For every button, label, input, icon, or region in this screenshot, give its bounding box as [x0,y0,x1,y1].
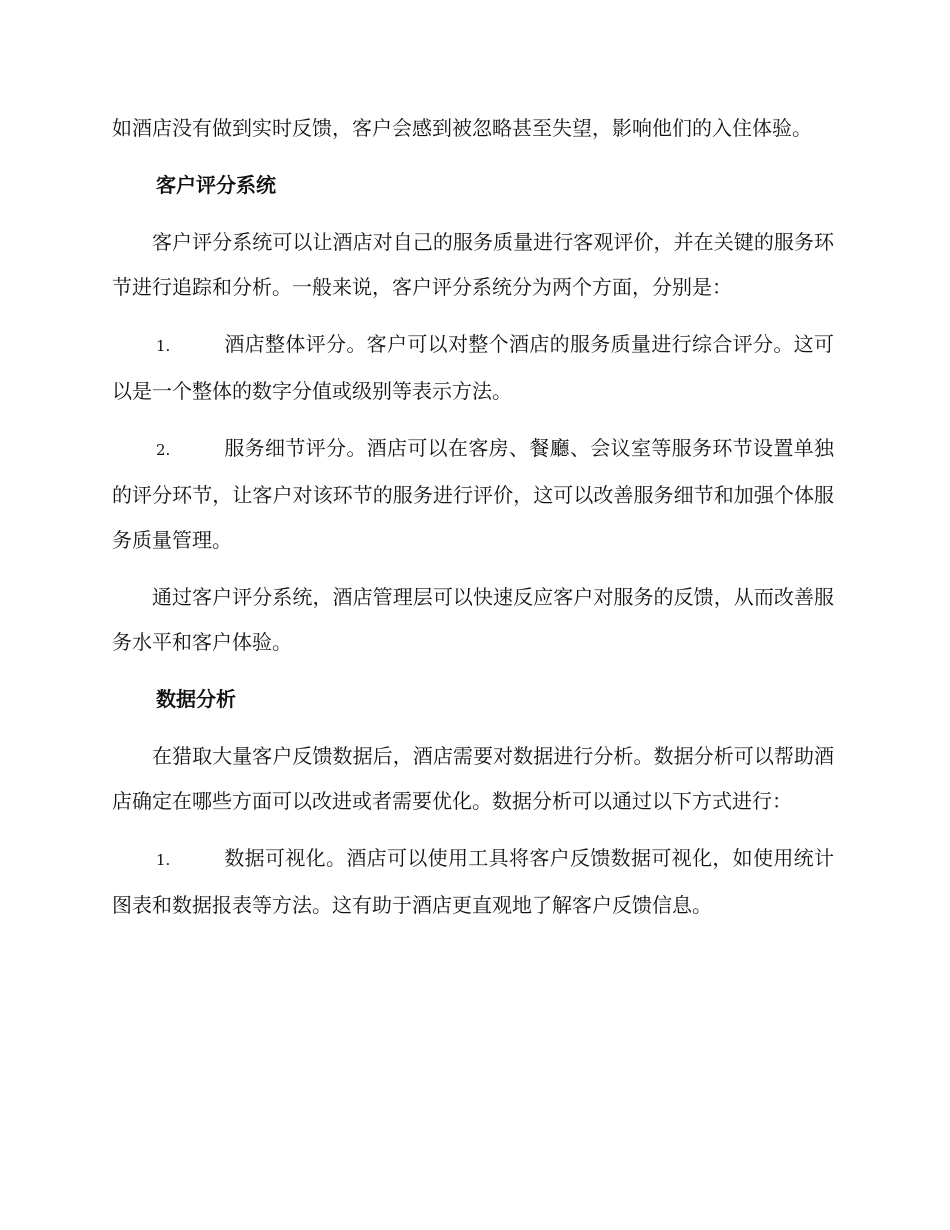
list-number: 2. [156,441,171,459]
list-number: 1. [156,851,171,869]
list-text: 酒店整体评分。客户可以对整个酒店的服务质量进行综合评分。这可以是一个整体的数字分值或级别等表示方法。 [112,332,834,403]
list-text: 服务细节评分。酒店可以在客房、餐廳、会议室等服务环节设置单独的评分环节，让客户对该环节的服务进行评价，这可以改善服务细节和加强个体服务质量管理。 [112,436,834,552]
intro-paragraph: 如酒店没有做到实时反馈，客户会感到被忽略甚至失望，影响他们的入住体验。 [112,116,812,140]
list-number: 1. [156,337,171,355]
list-item [112,426,834,563]
rating-paragraph: 客户评分系统可以让酒店对自己的服务质量进行客观评价，并在关键的服务环节进行追踪和分析。一般来说，客户评分系统分为两个方面，分别是： [112,230,834,299]
document-body [112,106,834,940]
list-text: 数据可视化。酒店可以使用工具将客户反馈数据可视化，如使用统计图表和数据报表等方法。这有助于酒店更直观地了解客户反馈信息。 [112,846,834,917]
analysis-paragraph: 在猎取大量客户反馈数据后，酒店需要对数据进行分析。数据分析可以帮助酒店确定在哪些方面可以改进或者需要优化。数据分析可以通过以下方式进行： [112,744,834,813]
section-heading-rating: 客户评分系统 [156,173,276,197]
list-item [112,836,834,928]
list-item [112,322,834,414]
rating-conclusion: 通过客户评分系统，酒店管理层可以快速反应客户对服务的反馈，从而改善服务水平和客户体验。 [112,585,834,654]
section-heading-analysis: 数据分析 [156,687,236,711]
